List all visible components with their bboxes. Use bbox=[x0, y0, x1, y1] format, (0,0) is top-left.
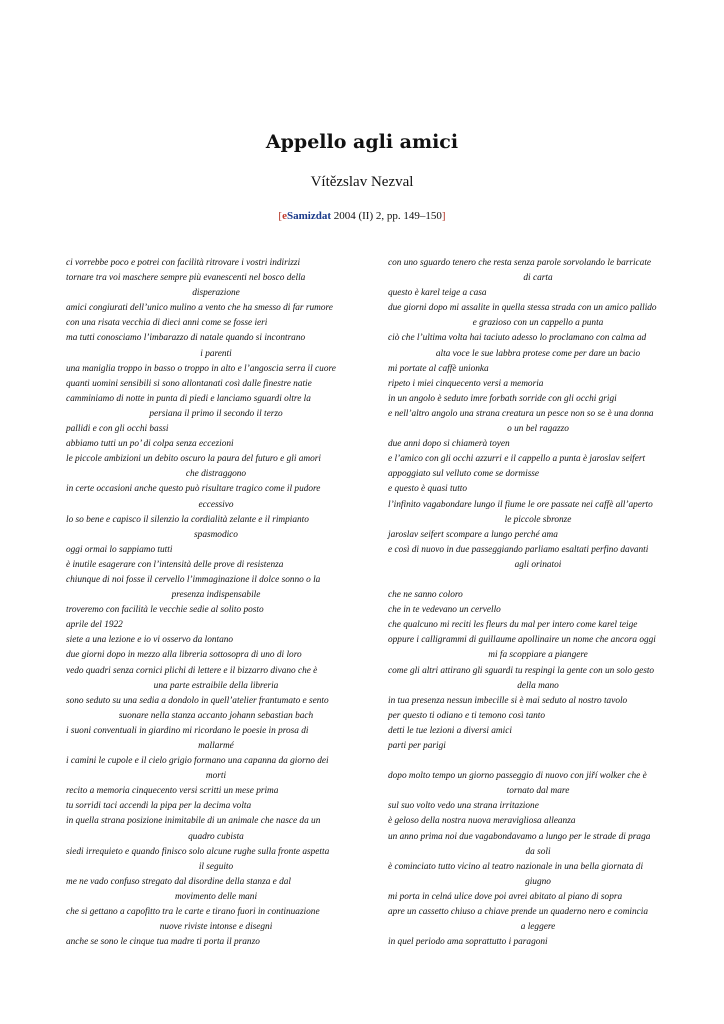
poem-line: con uno sguardo tenero che resta senza parole sorvolando le barricate bbox=[388, 258, 652, 268]
citation-details: 2004 (II) 2, pp. 149–150 bbox=[330, 210, 442, 222]
poem-line: agli orinatoi bbox=[514, 559, 562, 570]
poem-line: una maniglia troppo in basso o troppo in alto e l’angoscia serra il cuore bbox=[66, 363, 336, 374]
poem-line: movimento delle mani bbox=[174, 891, 258, 902]
poem-line: parti per parigi bbox=[388, 741, 446, 751]
poem-line: detti le tue lezioni a diversi amici bbox=[388, 725, 512, 736]
poem-line: quadro cubista bbox=[188, 831, 244, 842]
poem-title: Appello agli amici bbox=[265, 131, 459, 153]
poem-line: che distraggono bbox=[185, 469, 247, 480]
poem-line: lo so bene e capisco il silenzio la cordialità zelante e il rimpianto bbox=[66, 514, 309, 525]
poem-line: in quel periodo ama soprattutto i paragoni bbox=[388, 937, 548, 948]
poem-line: per questo ti odiano e ti temono così tanto bbox=[388, 710, 545, 721]
poem-line: camminiamo di notte in punta di piedi e lanciamo sguardi oltre la bbox=[66, 393, 311, 404]
poem-left-column bbox=[66, 256, 366, 950]
poem-line: persiana il primo il secondo il terzo bbox=[149, 408, 283, 419]
poem-line: e l’amico con gli occhi azzurri e il cappello a punta è jaroslav seifert bbox=[388, 454, 646, 465]
poem-line: a leggere bbox=[520, 922, 556, 933]
poem-line: è geloso della nostra nuova meravigliosa alleanza bbox=[388, 816, 576, 827]
poem-line: amici congiurati dell’unico mulino a vento che ha smesso di far rumore bbox=[66, 303, 333, 314]
poem-line: jaroslav seifert scompare a lungo perché ama bbox=[388, 529, 558, 540]
poem-line: una parte estraibile della libreria bbox=[153, 680, 279, 691]
poem-line: nuove riviste intonse e disegni bbox=[159, 922, 273, 933]
poem-line: chiunque di noi fosse il cervello l’immaginazione il dolce sonno o la bbox=[66, 574, 321, 585]
poem-right-column bbox=[388, 256, 688, 950]
poem-line: e questo è quasi tutto bbox=[388, 484, 468, 495]
poem-line: l’infinito vagabondare lungo il fiume le ore passate nei caffè all’aperto bbox=[388, 499, 653, 510]
poem-line: alta voce le sue labbra protese come per dare un bacio bbox=[435, 348, 641, 359]
poem-line: in un angolo è seduto imre forbath sorride con gli occhi grigi bbox=[388, 393, 617, 404]
poem-line: troveremo con facilità le vecchie sedie al solito posto bbox=[66, 605, 264, 616]
poem-line: morti bbox=[205, 771, 227, 782]
poem-line: recito a memoria cinquecento versi scritti un mese prima bbox=[66, 786, 279, 797]
poem-line: spasmodico bbox=[194, 529, 238, 540]
poem-line: disperazione bbox=[192, 288, 240, 299]
poem-line: ma tutti conosciamo l’imbarazzo di natale quando si incontrano bbox=[66, 333, 306, 344]
poem-line: le piccole sbronze bbox=[504, 514, 572, 525]
poem-line: due anni dopo si chiamerà toyen bbox=[388, 439, 510, 450]
poem-line: presenza indispensabile bbox=[171, 590, 261, 601]
poem-line: ripeto i miei cinquecento versi a memoria bbox=[388, 378, 544, 389]
poem-line: oppure i calligrammi di guillaume apollinaire un nome che ancora oggi bbox=[388, 635, 656, 646]
poem-line: è cominciato tutto vicino al teatro nazionale in una bella giornata di bbox=[388, 861, 644, 872]
poem-line: giugno bbox=[525, 876, 551, 887]
poem-line: quanti uomini sensibili si sono allontanati così dalle finestre natie bbox=[66, 378, 312, 389]
author-name: Vítězslav Nezval bbox=[310, 174, 414, 190]
poem-line: è inutile esagerare con l’intensità delle prove di resistenza bbox=[66, 559, 284, 570]
poem-line: pallidi e con gli occhi bassi bbox=[66, 424, 169, 435]
poem-line: anche se sono le cinque tua madre ti porta il pranzo bbox=[66, 937, 260, 948]
source-citation bbox=[0, 210, 724, 222]
poem-line: oggi ormai lo sappiamo tutti bbox=[66, 544, 173, 555]
poem-line: siete a una lezione e io vi osservo da lontano bbox=[66, 635, 234, 646]
poem-line: appoggiato sul velluto come se dormisse bbox=[388, 469, 540, 480]
poem-line: un anno prima noi due vagabondavamo a lungo per le strade di praga bbox=[388, 831, 651, 842]
poem-line: i suoni conventuali in giardino mi ricordano le poesie in prosa di bbox=[66, 725, 309, 736]
poem-line: i camini le cupole e il cielo grigio formano una capanna da giorno dei bbox=[66, 756, 329, 767]
poem-line: apre un cassetto chiuso a chiave prende un quaderno nero e comincia bbox=[388, 907, 648, 918]
poem-line: sul suo volto vedo una strana irritazione bbox=[388, 801, 539, 812]
publication-e: e bbox=[282, 210, 287, 222]
poem-line: che ne sanno coloro bbox=[388, 590, 463, 601]
stanza-break bbox=[388, 754, 688, 769]
poem-line: e nell’altro angolo una strana creatura un pesce non so se è una donna bbox=[388, 408, 654, 419]
poem-line: ciò che l’ultima volta hai taciuto adesso lo proclamano con calma ad bbox=[388, 333, 647, 344]
poem-line: come gli altri attirano gli sguardi tu respingi la gente con un solo gesto bbox=[388, 665, 655, 676]
poem-line: abbiamo tutti un po’ di colpa senza eccezioni bbox=[66, 439, 234, 450]
poem-line: in certe occasioni anche questo può risultare tragico come il pudore bbox=[66, 484, 321, 495]
poem-line: che si gettano a capofitto tra le carte e tirano fuori in continuazione bbox=[66, 907, 320, 918]
poem-line: sono seduto su una sedia a dondolo in quell’atelier frantumato e sento bbox=[66, 695, 329, 706]
poem-line: che qualcuno mi reciti les fleurs du mal per intero come karel teige bbox=[388, 620, 638, 631]
poem-line: mallarmé bbox=[198, 741, 234, 751]
poem-line: siedi irrequieto e quando finisco solo alcune rughe sulla fronte aspetta bbox=[66, 846, 330, 857]
poem-line: che in te vedevano un cervello bbox=[388, 605, 501, 616]
publication-samizdat: Samizdat bbox=[286, 210, 331, 222]
poem-line: eccessivo bbox=[198, 499, 234, 510]
poem-line: aprile del 1922 bbox=[66, 620, 123, 631]
citation-close-bracket: ] bbox=[441, 210, 446, 222]
poem-line: e così di nuovo in due passeggiando parliamo esaltati perfino davanti bbox=[388, 544, 649, 555]
poem-line: dopo molto tempo un giorno passeggio di nuovo con jiří wolker che è bbox=[388, 771, 647, 782]
poem-line: mi porta in celná ulice dove poi avrei abitato al piano di sopra bbox=[388, 891, 623, 902]
poem-line: con una risata vecchia di dieci anni come se fosse ieri bbox=[66, 318, 268, 329]
poem-line: le piccole ambizioni un debito oscuro la paura del futuro e gli amori bbox=[66, 454, 321, 465]
poem-line: due giorni dopo in mezzo alla libreria sottosopra di uno di loro bbox=[66, 650, 302, 661]
poem-line: o un bel ragazzo bbox=[507, 424, 569, 435]
stanza-break bbox=[388, 573, 688, 588]
poem-line: due giorni dopo mi assalite in quella stessa strada con un amico pallido bbox=[388, 303, 657, 314]
poem-line: e grazioso con un cappello a punta bbox=[472, 318, 604, 329]
poem-line: tornato dal mare bbox=[506, 786, 570, 797]
poem-line: ci vorrebbe poco e potrei con facilità ritrovare i vostri indirizzi bbox=[66, 258, 301, 268]
poem-line: in tua presenza nessun imbecille si è mai seduto al nostro tavolo bbox=[388, 695, 628, 706]
poem-line: mi fa scoppiare a piangere bbox=[488, 650, 588, 661]
poem-line: mi portate al caffè unionka bbox=[388, 363, 489, 374]
poem-line: i parenti bbox=[200, 348, 232, 359]
poem-line: questo è karel teige a casa bbox=[388, 288, 487, 299]
poem-line: tu sorridi taci accendi la pipa per la decima volta bbox=[66, 801, 252, 812]
poem-line: in quella strana posizione inimitabile di un animale che nasce da un bbox=[66, 816, 321, 827]
poem-line: il seguito bbox=[198, 861, 234, 872]
poem-line: tornare tra voi maschere sempre più evanescenti nel bosco della bbox=[66, 273, 306, 284]
poem-line: da soli bbox=[525, 846, 551, 857]
citation-open-bracket: [ bbox=[278, 210, 283, 222]
poem-line: vedo quadri senza cornici plichi di lettere e il bizzarro divano che è bbox=[66, 665, 318, 676]
poem-line: della mano bbox=[517, 680, 559, 691]
poem-line: me ne vado confuso stregato dal disordine della stanza e dal bbox=[66, 876, 291, 887]
poem-line: suonare nella stanza accanto johann sebastian bach bbox=[118, 710, 314, 721]
poem-line: di carta bbox=[523, 273, 553, 284]
